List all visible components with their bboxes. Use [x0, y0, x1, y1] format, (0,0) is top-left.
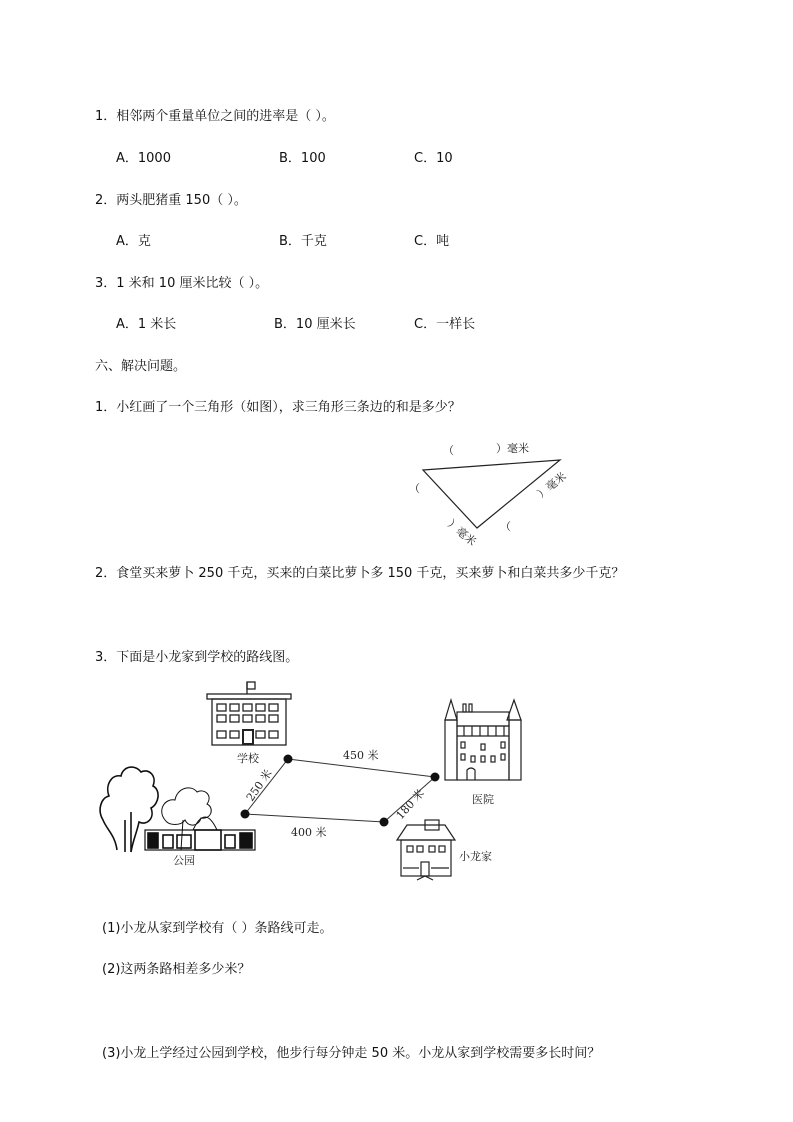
park-label: 公园	[173, 854, 195, 867]
node-hospital	[431, 773, 440, 782]
question-2-option-b: B．千克	[279, 234, 327, 249]
subquestion-1: (1)小龙从家到学校有（ ）条路线可走。	[102, 921, 333, 936]
distance-park-school: 250 米	[243, 767, 275, 804]
school-icon	[207, 682, 291, 745]
question-2-option-c: C．吨	[414, 234, 450, 249]
park-icon	[100, 767, 255, 852]
question-1-option-c: C．10	[414, 151, 453, 166]
left-side-unit: ）毫米	[445, 517, 479, 549]
left-side-open-paren: （	[409, 482, 420, 495]
node-park	[241, 810, 250, 819]
problem-2-text: 2．食堂买来萝卜 250 千克，买来的白菜比萝卜多 150 千克，买来萝卜和白菜共多少千克？	[95, 566, 625, 581]
question-2-option-a: A．克	[116, 234, 151, 249]
distance-park-home: 400 米	[291, 826, 327, 839]
question-3-text: 3．1 米和 10 厘米比较（ ）。	[95, 276, 269, 291]
home-icon	[397, 820, 455, 880]
distance-school-hospital: 450 米	[343, 749, 379, 762]
home-label: 小龙家	[459, 850, 492, 863]
question-1-option-a: A．1000	[116, 151, 171, 166]
problem-3-text: 3．下面是小龙家到学校的路线图。	[95, 650, 299, 665]
question-1-text: 1．相邻两个重量单位之间的进率是（ ）。	[95, 109, 335, 124]
top-side-open-paren: （	[443, 444, 454, 457]
question-3-option-a: A．1 米长	[116, 317, 177, 332]
node-school	[284, 755, 293, 764]
distance-hospital-home: 180 米	[393, 786, 427, 823]
top-side-unit: ）毫米	[496, 442, 529, 455]
question-2-text: 2．两头肥猪重 150（ ）。	[95, 193, 247, 208]
right-side-unit: ）毫米	[534, 469, 569, 501]
question-1-option-b: B．100	[279, 151, 326, 166]
node-home	[380, 818, 389, 827]
question-3-option-b: B．10 厘米长	[274, 317, 356, 332]
hospital-label: 医院	[472, 793, 494, 806]
subquestion-3: (3)小龙上学经过公园到学校，他步行每分钟走 50 米。小龙从家到学校需要多长时间？	[102, 1046, 601, 1061]
question-3-option-c: C．一样长	[414, 317, 476, 332]
right-side-open-paren: （	[500, 520, 511, 533]
route-map	[95, 680, 535, 890]
subquestion-2: (2)这两条路相差多少米？	[102, 962, 251, 977]
hospital-icon	[445, 700, 521, 780]
school-label: 学校	[237, 752, 259, 765]
triangle-figure	[395, 430, 595, 550]
section-heading: 六、解决问题。	[95, 359, 187, 374]
problem-1-text: 1．小红画了一个三角形（如图），求三角形三条边的和是多少？	[95, 400, 461, 415]
